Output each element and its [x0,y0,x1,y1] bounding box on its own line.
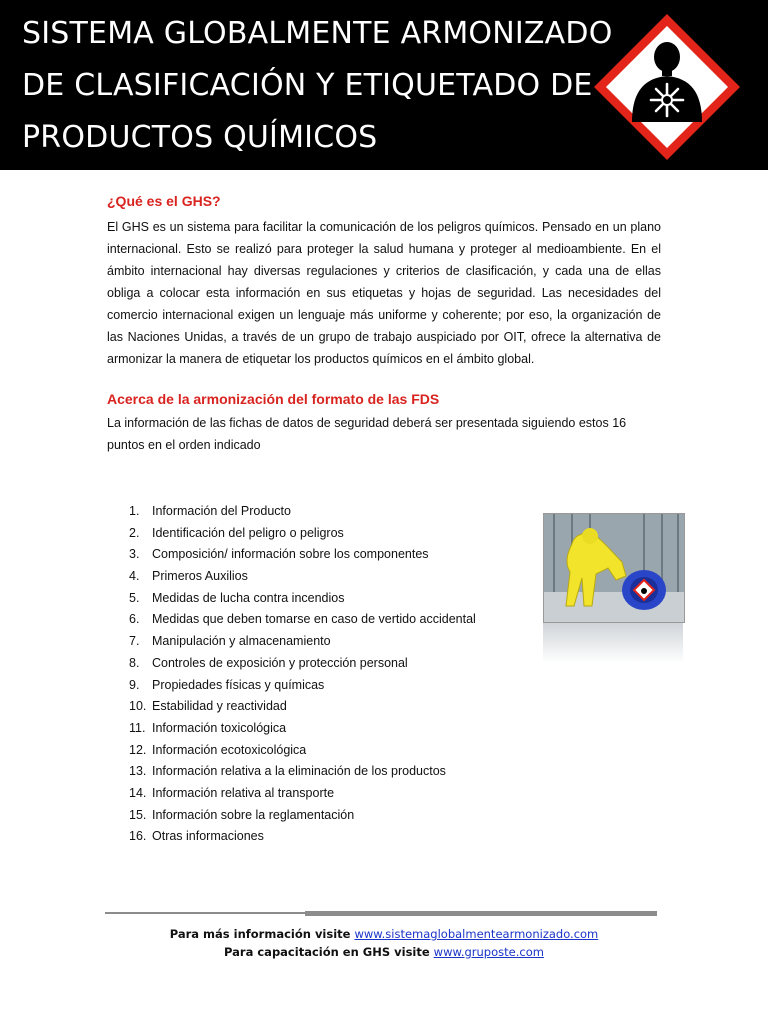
list-item [107,566,476,588]
hazmat-photo-illustration [544,514,684,622]
health-hazard-icon [592,12,742,162]
footer-link-sistema[interactable]: www.sistemaglobalmentearmonizado.com [354,927,599,941]
list-item [107,675,476,697]
section-intro-fds: La información de las fichas de datos de seguridad deberá ser presentada siguiendo estos 16 puntos en el orden indicado [107,416,627,452]
list-item [107,523,476,545]
title-line-2: DE CLASIFICACIÓN Y ETIQUETADO DE [22,68,593,103]
list-item-number: 1. [129,504,140,518]
list-item-label: Información toxicológica [152,720,287,735]
list-item-number: 15. [129,807,147,822]
list-item [107,631,476,653]
list-item-label: Medidas de lucha contra incendios [152,590,345,605]
section-body-ghs: El GHS es un sistema para facilitar la comunicación de los peligros químicos. Pensado en un plano internacional. Esto se realizó para proteger la salud humana y proteger al medioambiente. En el ámbito internacional hay diversas regulaciones y criterios de clasificación, y cada una de ellas obliga a colocar esta información en sus etiquetas y hojas de seguridad. Las necesidades del comercio internacional exigen un lenguaje más uniforme y coherente; por eso, la organización de las Naciones Unidas, a través de un grupo de trabajo auspiciado por OIT, ofrece la alternativa de armonizar la manera de etiquetar los productos químicos en el ámbito global. [107,220,661,366]
list-item-label: Propiedades físicas y químicas [152,677,325,692]
page-title [22,8,613,164]
list-item-number: 6. [129,612,140,627]
list-item-number: 13. [129,764,147,779]
list-item-number: 11. [129,720,146,735]
list-item [107,783,476,805]
header-banner [0,0,768,170]
list-item-number: 4. [129,569,140,584]
list-item-label: Estabilidad y reactividad [152,699,287,714]
list-item-label: Identificación del peligro o peligros [152,525,344,540]
list-item [107,826,476,848]
footer-link-gruposte[interactable]: www.gruposte.com [433,945,544,959]
photo-reflection [543,623,683,663]
title-line-1: SISTEMA GLOBALMENTE ARMONIZADO [22,16,613,51]
list-item [107,544,476,566]
section-heading-ghs: ¿Qué es el GHS? [107,193,221,209]
list-item-label: Manipulación y almacenamiento [152,634,331,649]
main-content [107,192,661,456]
list-item-label: Controles de exposición y protección personal [152,655,408,670]
section-heading-fds: Acerca de la armonización del formato de las FDS [107,391,440,407]
list-item-label: Otras informaciones [152,829,264,844]
footer-training-text: Para capacitación en GHS visite [224,945,434,959]
footer-line-training [0,943,768,961]
list-item-label: Información relativa al transporte [152,785,335,800]
list-item [107,609,476,631]
list-item-label: Medidas que deben tomarse en caso de vertido accidental [152,612,476,627]
list-item-number: 12. [129,742,147,757]
footer-divider-thick [305,911,657,916]
title-line-3: PRODUCTOS QUÍMICOS [22,120,378,155]
list-item-label: Primeros Auxilios [152,569,248,584]
fds-points-list [107,501,476,848]
footer-info-text: Para más información visite [169,927,355,941]
list-item-number: 16. [129,829,147,844]
list-item [107,718,476,740]
list-item [107,501,476,523]
list-item-number: 9. [129,677,140,692]
footer [0,925,768,961]
list-item-label: Información del Producto [152,504,291,518]
list-item-number: 10. [129,699,147,714]
list-item [107,761,476,783]
list-item [107,653,476,675]
footer-divider-thin [105,912,305,914]
hazmat-worker-barrel-photo [543,513,685,623]
list-item-number: 3. [129,547,140,562]
list-item-number: 2. [129,525,140,540]
list-item-label: Composición/ información sobre los componentes [152,547,429,562]
list-item-number: 14. [129,785,147,800]
list-item-number: 5. [129,590,140,605]
list-item-number: 7. [129,634,140,649]
list-item-number: 8. [129,655,140,670]
list-item-label: Información relativa a la eliminación de los productos [152,764,446,779]
list-item [107,805,476,827]
list-item [107,588,476,610]
list-item [107,696,476,718]
list-item-label: Información ecotoxicológica [152,742,307,757]
list-item [107,740,476,762]
list-item-label: Información sobre la reglamentación [152,807,355,822]
footer-line-info [0,925,768,943]
